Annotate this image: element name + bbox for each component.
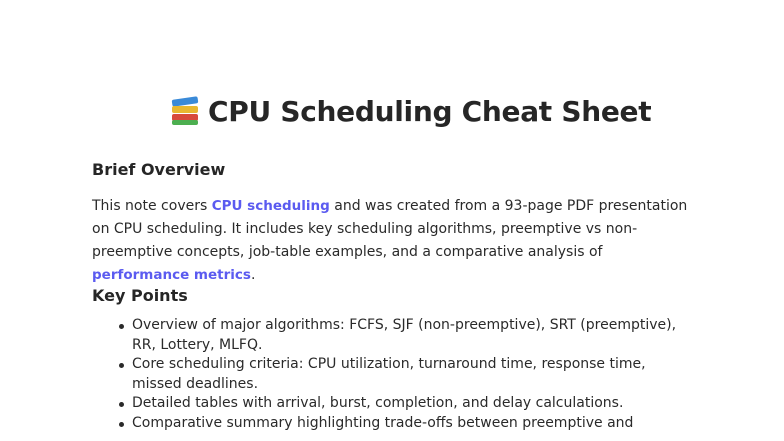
performance-metrics-link[interactable]: performance metrics [92,267,251,283]
key-points-list [110,316,692,433]
overview-text-2: and was created from a 93-page PDF presentation on CPU scheduling. It includes key scheduling algorithms, preemptive vs non-preemptive concepts, job-table examples, and a comparative analysis of [92,198,688,260]
books-icon [170,94,202,126]
overview-text-1: This note covers [92,198,212,214]
list-item: Detailed tables with arrival, burst, completion, and delay calculations. [132,394,692,414]
key-points-heading: Key Points [92,286,188,305]
page-title [170,94,652,128]
list-item: Comparative summary highlighting trade-offs between preemptive and [132,414,692,434]
list-item: Overview of major algorithms: FCFS, SJF (non-preemptive), SRT (preemptive), RR, Lottery, MLFQ. [132,316,692,355]
cpu-scheduling-link[interactable]: CPU scheduling [211,198,330,214]
overview-heading: Brief Overview [92,160,226,179]
overview-text-3: . [250,267,256,283]
overview-paragraph [92,195,692,287]
list-item: Core scheduling criteria: CPU utilization, turnaround time, response time, missed deadlines. [132,355,692,394]
page-title-text: CPU Scheduling Cheat Sheet [208,95,652,128]
